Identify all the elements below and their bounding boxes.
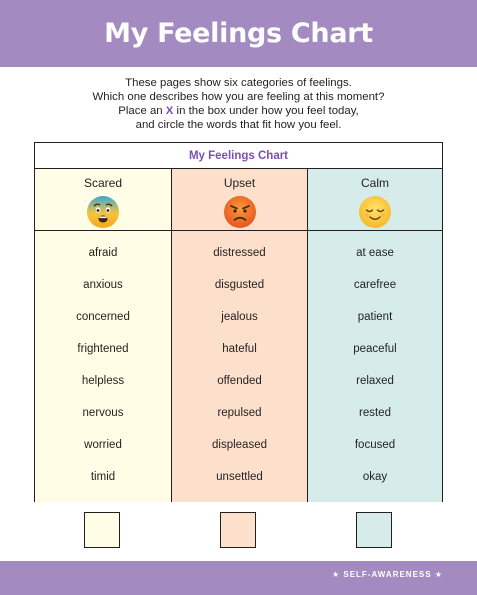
feeling-word[interactable]: relaxed — [356, 375, 394, 387]
feeling-word[interactable]: offended — [217, 375, 262, 387]
feeling-word[interactable]: at ease — [356, 247, 394, 259]
title-banner — [0, 0, 477, 67]
instruction-line-3-end: in the box under how you feel today, — [173, 105, 359, 117]
feeling-word[interactable]: helpless — [81, 375, 125, 387]
feeling-word[interactable]: focused — [354, 439, 396, 451]
feeling-word[interactable]: worried — [84, 439, 122, 451]
feeling-word[interactable]: unsettled — [216, 471, 263, 483]
instruction-line-3 — [0, 104, 477, 118]
column-calm — [307, 169, 442, 502]
feeling-word[interactable]: nervous — [82, 407, 124, 419]
feeling-word[interactable]: jealous — [221, 311, 258, 323]
feelings-table — [34, 142, 443, 502]
feeling-word[interactable]: rested — [359, 407, 391, 419]
feeling-word[interactable]: carefree — [353, 279, 397, 291]
feeling-word[interactable]: patient — [357, 311, 393, 323]
feeling-word[interactable]: hateful — [222, 343, 257, 355]
instruction-line-2: Which one describes how you are feeling at this moment? — [92, 91, 385, 103]
feeling-word[interactable]: concerned — [76, 311, 130, 323]
column-header-upset — [172, 169, 307, 231]
instruction-line-4: and circle the words that fit how you feel. — [135, 119, 342, 131]
checkbox-calm[interactable] — [356, 512, 392, 548]
table-title: My Feelings Chart — [35, 143, 442, 169]
feeling-word[interactable]: repulsed — [217, 407, 262, 419]
section-tag: ★ SELF-AWARENESS ★ — [331, 570, 443, 579]
feeling-word[interactable]: okay — [362, 471, 388, 483]
feeling-word[interactable]: anxious — [83, 279, 123, 291]
footer-banner — [0, 561, 477, 595]
relieved-face-icon — [358, 195, 392, 229]
column-label-calm: Calm — [360, 176, 389, 190]
page-title: My Feelings Chart — [104, 18, 373, 49]
feeling-word[interactable]: afraid — [88, 247, 118, 259]
instruction-line-1: These pages show six categories of feelings. — [125, 77, 352, 89]
feeling-word[interactable]: frightened — [77, 343, 129, 355]
word-list-upset — [172, 231, 307, 498]
feeling-word[interactable]: peaceful — [353, 343, 397, 355]
fearful-face-icon — [86, 195, 120, 229]
word-list-calm — [308, 231, 442, 498]
feeling-word[interactable]: displeased — [212, 439, 267, 451]
column-header-scared — [35, 169, 171, 231]
word-list-scared — [35, 231, 171, 498]
instructions — [0, 76, 477, 132]
feeling-word[interactable]: timid — [90, 471, 116, 483]
feeling-word[interactable]: disgusted — [214, 279, 265, 291]
feeling-word[interactable]: distressed — [213, 247, 266, 259]
angry-face-icon — [223, 195, 257, 229]
column-upset — [171, 169, 307, 502]
column-label-upset: Upset — [223, 176, 256, 190]
x-mark: X — [165, 105, 174, 117]
column-header-calm — [308, 169, 442, 231]
column-scared — [35, 169, 171, 502]
column-label-scared: Scared — [83, 176, 123, 190]
checkbox-upset[interactable] — [220, 512, 256, 548]
instruction-line-3-start: Place an — [118, 105, 166, 117]
checkbox-scared[interactable] — [84, 512, 120, 548]
